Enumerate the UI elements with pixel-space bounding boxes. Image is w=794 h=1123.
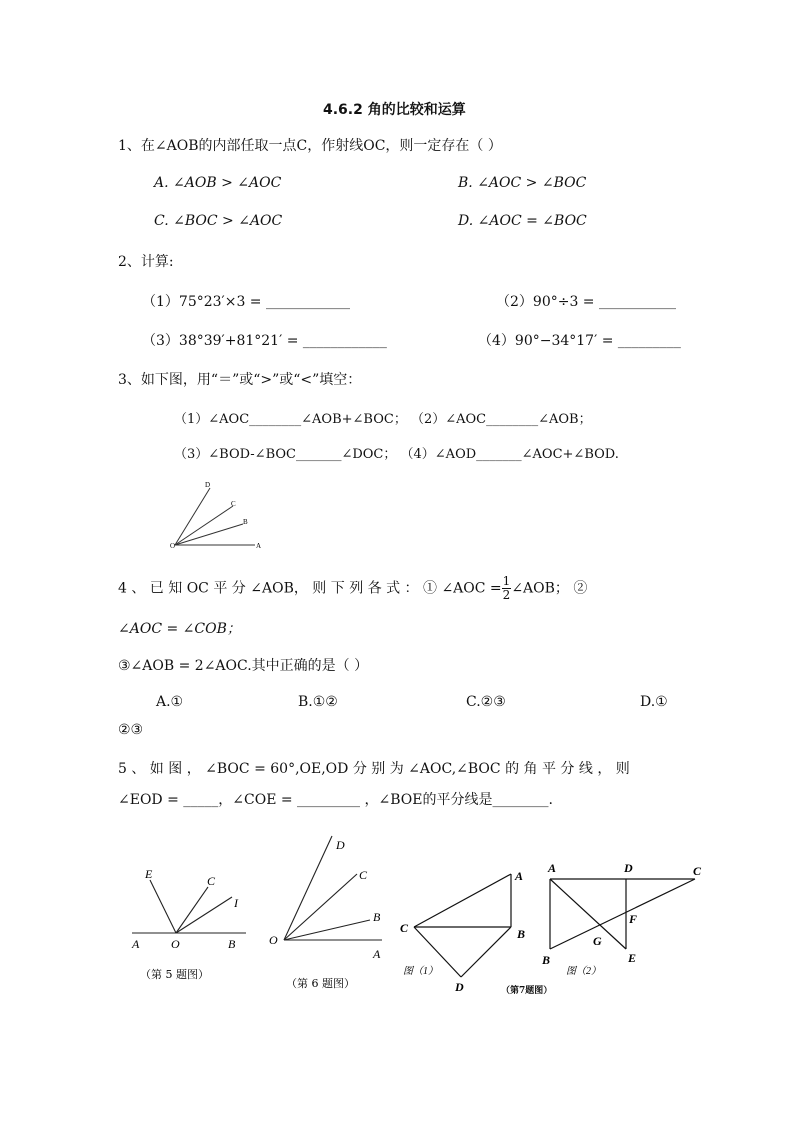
segment-bc — [550, 879, 695, 949]
question-1-stem: 1、在∠AOB的内部任取一点C，作射线OC，则一定存在（ ） — [118, 138, 502, 154]
fig6-caption: （第 6 题图） — [286, 977, 355, 990]
figure-7-2 — [538, 855, 710, 985]
ray-od — [175, 488, 210, 545]
fig7a-label-a: A — [515, 869, 524, 883]
fig7a-label-c: C — [400, 921, 409, 935]
fig3-label-b: B — [243, 518, 248, 526]
fig6-label-a: A — [373, 947, 381, 961]
q1-option-c: C. ∠BOC > ∠AOC — [154, 213, 283, 229]
q2-item-3: （3）38°39′+81°21′ = ____________ — [142, 333, 387, 349]
fig6-label-b: B — [373, 910, 381, 924]
question-5-line-2: ∠EOD = _____，∠COE = _________ ，∠BOE的平分线是________. — [118, 792, 553, 808]
fig7a-label-d: D — [455, 980, 464, 994]
q1-option-b: B. ∠AOC > ∠BOC — [458, 175, 587, 191]
fig5-label-c: C — [207, 874, 216, 888]
fig7b-label-a: A — [548, 861, 557, 875]
fig3-label-d: D — [205, 481, 211, 489]
q2-item-4: （4）90°−34°17′ = _________ — [478, 333, 681, 349]
q3-line-1: （1）∠AOC________∠AOB+∠BOC； （2）∠AOC________∠AOB； — [174, 412, 592, 427]
q2-item-2: （2）90°÷3 = ___________ — [496, 294, 676, 310]
segment-ca — [414, 874, 511, 927]
ray-ob — [175, 524, 243, 545]
fig7b-caption: 图（2） — [566, 966, 601, 977]
segment-ae — [550, 879, 626, 949]
fig7a-label-b: B — [517, 927, 526, 941]
q4-stem-part-a: 4 、 已 知 OC 平 分 ∠AOB， 则 下 列 各 式 ： ① ∠AOC = — [118, 580, 502, 597]
question-4-stem — [118, 575, 678, 602]
fig5-label-b: B — [228, 937, 236, 951]
ray-oc — [175, 506, 233, 545]
q3-line-2: （3）∠BOD-∠BOC_______∠DOC； （4）∠AOD_______∠AOC+∠BOD. — [174, 447, 619, 462]
fig7b-label-g: G — [593, 934, 602, 948]
fig5-label-e: E — [145, 867, 153, 881]
ray-oe — [150, 880, 176, 933]
segment-db — [461, 927, 511, 977]
ray-od — [284, 836, 332, 940]
q4-option-a: A.① — [156, 694, 184, 710]
fig5-label-i: I — [234, 896, 238, 910]
q4-option-c: C.②③ — [466, 694, 506, 710]
fig7b-label-e: E — [628, 951, 637, 965]
fig5-caption: （第 5 题图） — [140, 968, 209, 981]
ray-oi — [176, 897, 232, 933]
q4-option-d-wrap: ②③ — [118, 722, 144, 738]
q4-fraction-numerator: 1 — [502, 574, 511, 588]
figure-7-caption: （第7题图） — [501, 986, 553, 996]
q4-option-d: D.① — [640, 694, 668, 710]
fig3-label-o: O — [170, 542, 176, 550]
fig5-label-o: O — [171, 937, 180, 951]
q4-line-2: ∠AOC = ∠COB； — [118, 621, 241, 637]
fig7a-caption: 图（1） — [403, 966, 438, 977]
q1-option-a: A. ∠AOB > ∠AOC — [154, 175, 282, 191]
figure-5 — [120, 860, 250, 985]
fig6-label-c: C — [359, 868, 368, 882]
question-2-stem: 2、计算: — [118, 254, 174, 270]
q4-option-b: B.①② — [298, 694, 338, 710]
q2-item-1: （1）75°23′×3 = ____________ — [142, 294, 350, 310]
q4-fraction-denominator: 2 — [502, 588, 511, 602]
ray-oc — [284, 874, 357, 940]
fig7b-label-b: B — [542, 953, 551, 967]
figure-6 — [262, 832, 397, 992]
fig3-label-a: A — [256, 542, 262, 550]
q3-angle-figure — [165, 478, 275, 553]
q1-option-d: D. ∠AOC = ∠BOC — [458, 213, 587, 229]
fig3-label-c: C — [231, 500, 236, 508]
fig6-label-d: D — [336, 838, 345, 852]
q4-fraction — [502, 575, 512, 602]
ray-ob — [284, 920, 370, 940]
q4-stem-part-b: ∠AOB； ② — [511, 580, 588, 597]
q4-line-3: ③∠AOB = 2∠AOC.其中正确的是（ ） — [118, 658, 369, 674]
fig7b-label-c: C — [693, 864, 702, 878]
fig6-label-o: O — [269, 933, 278, 947]
figure-7-1 — [398, 862, 536, 997]
question-5-line-1: 5 、 如 图 ， ∠BOC = 60°,OE,OD 分 别 为 ∠AOC,∠BOC 的 角 平 分 线 ， 则 — [118, 761, 630, 777]
page-title: 4.6.2 角的比较和运算 — [323, 102, 466, 118]
ray-oc — [176, 887, 208, 933]
fig7b-label-f: F — [629, 912, 638, 926]
fig5-label-a: A — [132, 937, 140, 951]
fig7b-label-d: D — [624, 861, 633, 875]
question-3-stem: 3、如下图，用“＝”或“>”或“<”填空： — [118, 372, 362, 388]
